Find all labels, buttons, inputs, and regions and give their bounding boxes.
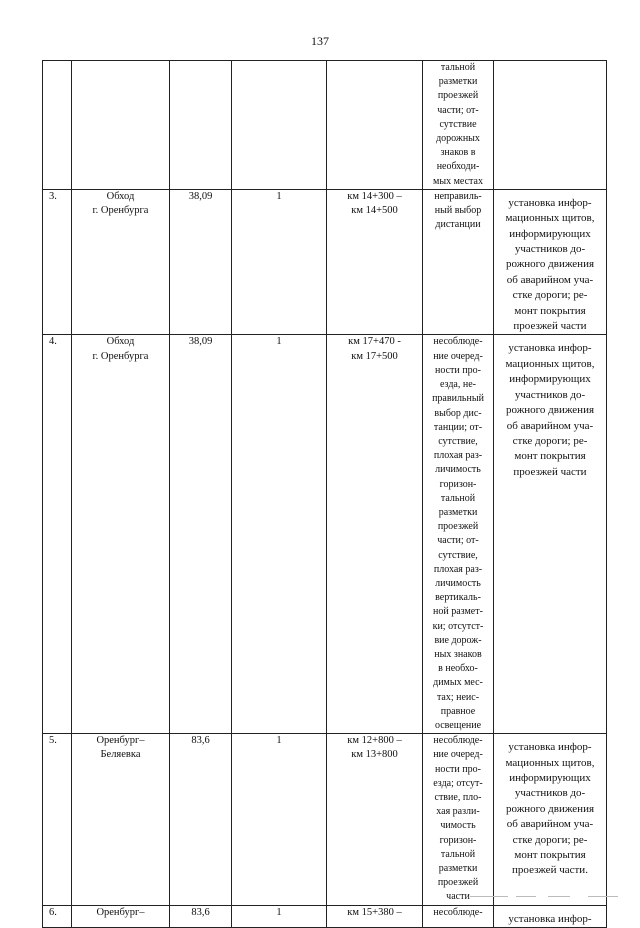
road-name: Оренбург– Беляевка	[72, 734, 170, 905]
planned-measures	[494, 61, 607, 190]
table-row	[43, 61, 607, 190]
row-number: 6.	[43, 905, 72, 927]
site-location: км 15+380 –	[327, 905, 423, 927]
planned-measures: установка инфор-	[494, 905, 607, 927]
table-row	[43, 189, 607, 335]
site-count: 1	[232, 734, 327, 905]
planned-measures: установка инфор- мационных щитов, информирующих участников до- рожного движения об аварийном уча- стке дороги; ре- монт покрытия проезжей части	[494, 335, 607, 734]
road-length: 38,09	[170, 189, 232, 335]
planned-measures: установка инфор- мационных щитов, информирующих участников до- рожного движения об аварийном уча- стке дороги; ре- монт покрытия проезжей части	[494, 189, 607, 335]
page-number: 137	[311, 34, 329, 48]
planned-measures: установка инфор- мационных щитов, информирующих участников до- рожного движения об аварийном уча- стке дороги; ре- монт покрытия проезжей части.	[494, 734, 607, 905]
road-name: Оренбург–	[72, 905, 170, 927]
road-length: 83,6	[170, 734, 232, 905]
site-location: км 14+300 – км 14+500	[327, 189, 423, 335]
incident-sites-table	[42, 60, 607, 928]
road-name	[72, 61, 170, 190]
row-number: 4.	[43, 335, 72, 734]
road-length: 83,6	[170, 905, 232, 927]
row-number	[43, 61, 72, 190]
table-row	[43, 734, 607, 905]
road-length: 38,09	[170, 335, 232, 734]
incident-causes: тальной разметки проезжей части; от- сутствие дорожных знаков в необходи- мых местах	[423, 61, 494, 190]
row-number: 5.	[43, 734, 72, 905]
incident-causes: несоблюде-	[423, 905, 494, 927]
site-count: 1	[232, 189, 327, 335]
site-count: 1	[232, 335, 327, 734]
table-row	[43, 905, 607, 927]
site-count	[232, 61, 327, 190]
incident-causes: несоблюде- ние очеред- ности про- езда; отсут- ствие, пло- хая разли- чимость горизон- тальной разметки проезжей части	[423, 734, 494, 905]
incident-causes: несоблюде- ние очеред- ности про- езда, не- правильный выбор дис- танции; от- сутствие, плохая раз- личимость горизон- тальной разметки проезжей части; от- сутствие, плохая раз- личимость вертикаль- ной размет- ки; отсутст- вие дорож- ных знаков в необхо- димых мес- тах; неис- правное освещение	[423, 335, 494, 734]
row-number: 3.	[43, 189, 72, 335]
scan-edge-marks	[470, 896, 630, 900]
site-location: км 12+800 – км 13+800	[327, 734, 423, 905]
site-count: 1	[232, 905, 327, 927]
table-row	[43, 335, 607, 734]
road-length	[170, 61, 232, 190]
incident-causes: неправиль- ный выбор дистанции	[423, 189, 494, 335]
site-location: км 17+470 - км 17+500	[327, 335, 423, 734]
site-location	[327, 61, 423, 190]
road-name: Обход г. Оренбурга	[72, 189, 170, 335]
road-name: Обход г. Оренбурга	[72, 335, 170, 734]
